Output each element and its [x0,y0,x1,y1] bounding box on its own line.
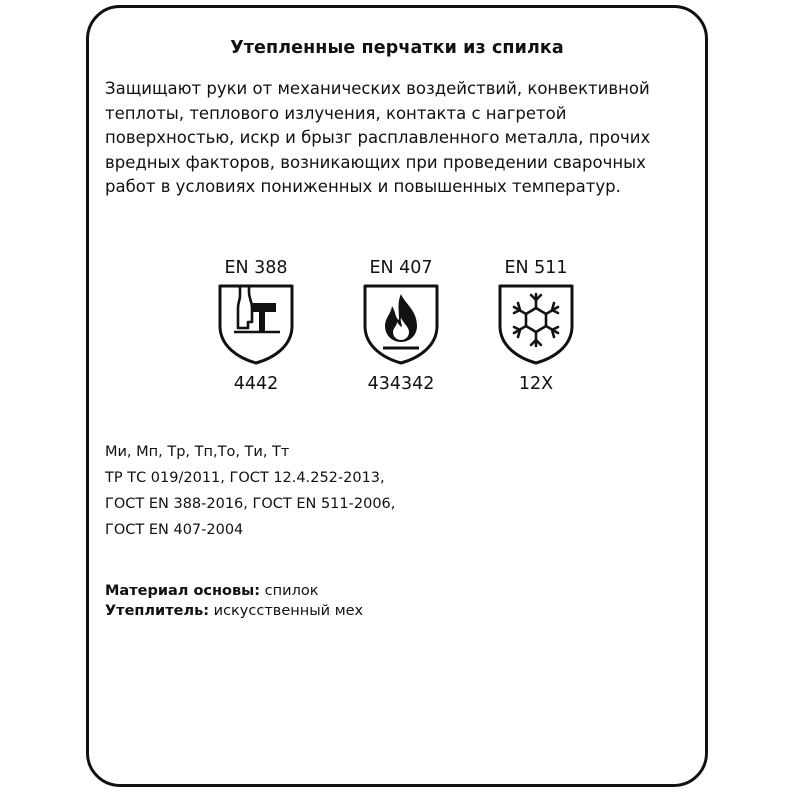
material-insulation-label: Утеплитель: [105,603,210,619]
badge-en511 [486,256,586,394]
description-line: поверхностью, искр и брызг расплавленного металла, прочих [105,128,651,148]
badge-score: 434342 [367,374,435,394]
badge-score: 12X [518,374,554,394]
material-block [105,581,363,621]
mechanical-risk-shield-icon [214,282,298,366]
flame-shield-icon [359,282,443,366]
info-card [86,5,708,787]
standards-line: ГОСТ EN 407-2004 [105,522,244,538]
standards-line: ГОСТ EN 388-2016, ГОСТ EN 511-2006, [105,496,396,512]
material-base-value: спилок [260,583,319,599]
badge-en407 [351,256,451,394]
card-title: Утепленные перчатки из спилка [230,38,564,58]
material-base-row [105,581,363,601]
description-line: работ в условиях пониженных и повышенных температур. [105,177,621,197]
description-line: теплоты, теплового излучения, контакта с нагретой [105,103,567,123]
badge-score: 4442 [233,374,279,394]
standards-line: ТР ТС 019/2011, ГОСТ 12.4.252-2013, [105,470,385,486]
snowflake-shield-icon [494,282,578,366]
material-insulation-value: искусственный мех [209,603,364,619]
badge-code: EN 407 [369,258,433,278]
material-insulation-row [105,601,363,621]
standards-line: Ми, Мп, Тр, Тп,То, Ти, Тт [105,444,290,460]
standards-block [105,439,395,543]
description-line: вредных факторов, возникающих при проведении сварочных [105,152,646,172]
description [105,77,705,200]
badge-en388 [206,256,306,394]
badge-code: EN 388 [224,258,288,278]
description-line: Защищают руки от механических воздействий, конвективной [105,79,650,98]
badge-code: EN 511 [504,258,568,278]
material-base-label: Материал основы: [105,583,261,599]
